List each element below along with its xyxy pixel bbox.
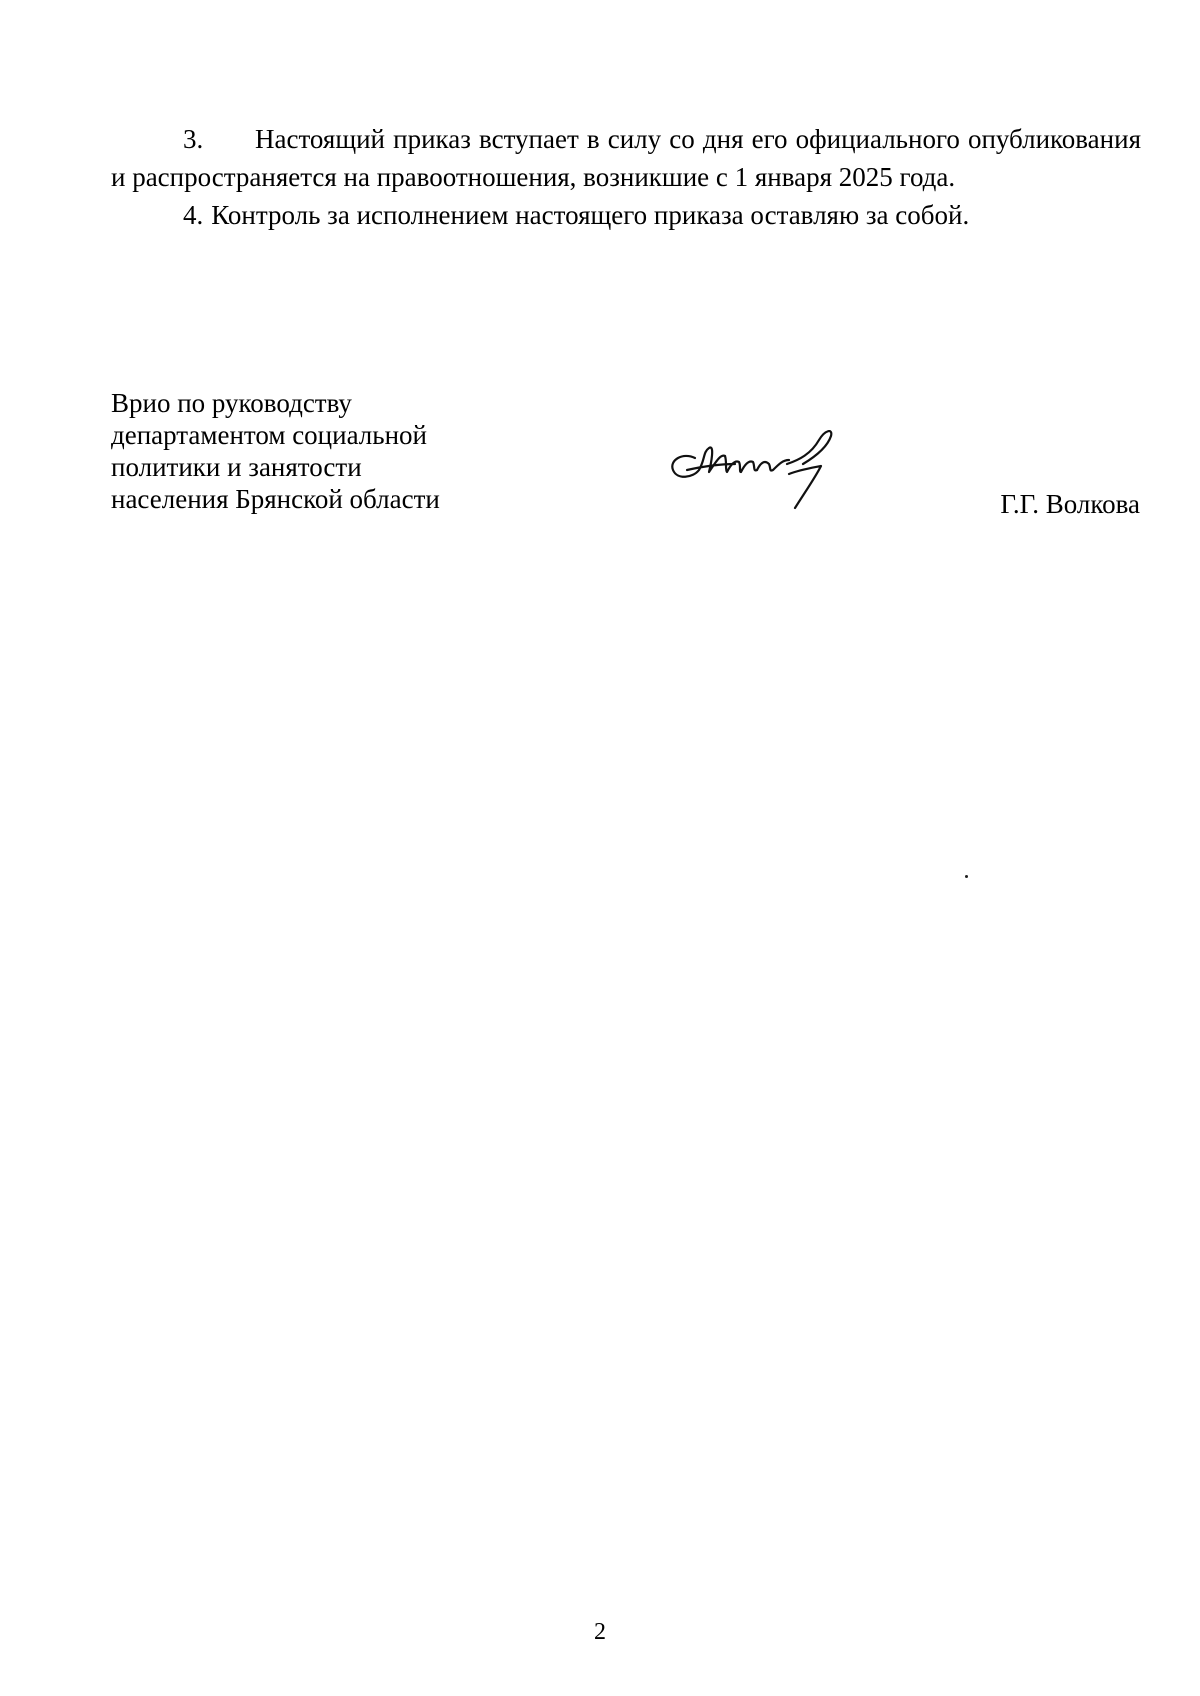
paragraph-number: 3. bbox=[183, 124, 204, 154]
paragraph-3 bbox=[111, 120, 1141, 196]
paragraph-text: Контроль за исполнением настоящего приказа оставляю за собой. bbox=[211, 200, 970, 230]
scan-speck bbox=[965, 875, 968, 878]
paragraph-4 bbox=[111, 196, 1141, 234]
signer-name: Г.Г. Волкова bbox=[1000, 489, 1140, 519]
paragraph-number: 4. bbox=[183, 200, 204, 230]
page-number: 2 bbox=[594, 1619, 606, 1645]
signer-position-line: политики и занятости bbox=[111, 452, 362, 482]
signer-position-line: населения Брянской области bbox=[111, 484, 440, 514]
signer-position bbox=[111, 387, 440, 515]
document-body bbox=[111, 120, 1141, 234]
paragraph-text: Настоящий приказ вступает в силу со дня его официального опубликования и распространяется на правоотношения, возникшие с 1 января 2025 года. bbox=[111, 124, 1141, 192]
signer-position-line: Врио по руководству bbox=[111, 388, 352, 418]
signer-position-line: департаментом социальной bbox=[111, 420, 427, 450]
handwritten-signature bbox=[665, 430, 855, 530]
